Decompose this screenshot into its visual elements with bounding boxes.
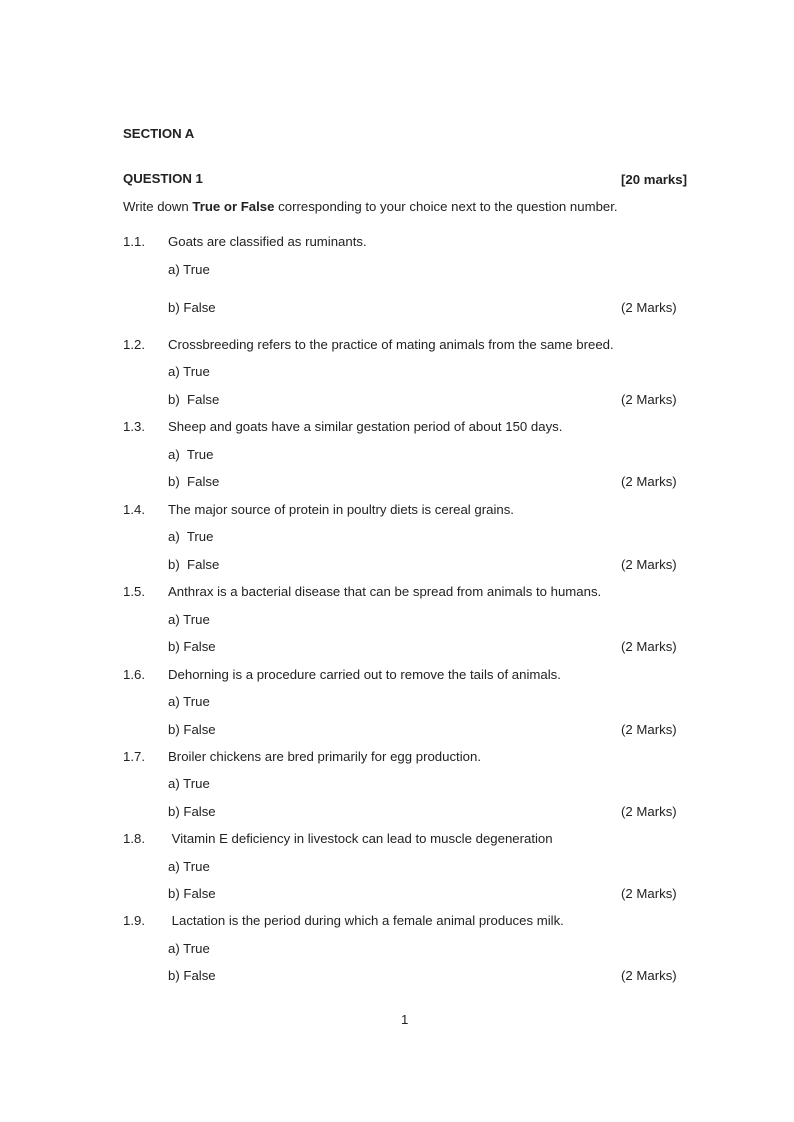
option-a: a) True [168, 364, 210, 379]
question-text: Anthrax is a bacterial disease that can be spread from animals to humans. [168, 584, 602, 599]
option-a: a) True [168, 694, 210, 709]
question-marks-label: (2 Marks) [621, 392, 677, 407]
option-b: b) False [168, 886, 216, 901]
question-number: 1.4. [123, 502, 145, 517]
option-a: a) True [168, 447, 214, 462]
question-number: 1.1. [123, 234, 145, 249]
option-b: b) False [168, 722, 216, 737]
option-a: a) True [168, 859, 210, 874]
question-number: 1.5. [123, 584, 145, 599]
question-title: QUESTION 1 [123, 171, 203, 186]
question-number: 1.7. [123, 749, 145, 764]
option-a: a) True [168, 262, 210, 277]
instruction-bold: True or False [192, 199, 275, 214]
question-text: Broiler chickens are bred primarily for egg production. [168, 749, 481, 764]
question-number: 1.8. [123, 831, 145, 846]
question-marks-label: (2 Marks) [621, 968, 677, 983]
option-b: b) False [168, 474, 220, 489]
question-marks-label: (2 Marks) [621, 557, 677, 572]
instruction-pre: Write down [123, 199, 193, 214]
section-title: SECTION A [123, 126, 195, 141]
question-marks-label: (2 Marks) [621, 639, 677, 654]
question-marks-label: (2 Marks) [621, 300, 677, 315]
page-number: 1 [401, 1012, 409, 1027]
question-number: 1.2. [123, 337, 145, 352]
question-text: Goats are classified as ruminants. [168, 234, 367, 249]
option-a: a) True [168, 776, 210, 791]
option-b: b) False [168, 557, 220, 572]
question-text: Sheep and goats have a similar gestation period of about 150 days. [168, 419, 563, 434]
question-marks-label: (2 Marks) [621, 886, 677, 901]
question-text: Vitamin E deficiency in livestock can lead to muscle degeneration [168, 831, 553, 846]
question-marks-label: (2 Marks) [621, 722, 677, 737]
question-marks: [20 marks] [621, 172, 687, 187]
question-text: Dehorning is a procedure carried out to remove the tails of animals. [168, 667, 561, 682]
option-b: b) False [168, 639, 216, 654]
question-number: 1.6. [123, 667, 145, 682]
option-b: b) False [168, 300, 216, 315]
question-text: Lactation is the period during which a female animal produces milk. [168, 913, 564, 928]
instruction-post: corresponding to your choice next to the question number. [274, 199, 618, 214]
option-a: a) True [168, 612, 210, 627]
question-text: The major source of protein in poultry diets is cereal grains. [168, 502, 514, 517]
option-a: a) True [168, 529, 214, 544]
question-marks-label: (2 Marks) [621, 474, 677, 489]
option-b: b) False [168, 804, 216, 819]
question-text: Crossbreeding refers to the practice of mating animals from the same breed. [168, 337, 614, 352]
question-number: 1.9. [123, 913, 145, 928]
option-b: b) False [168, 968, 216, 983]
question-number: 1.3. [123, 419, 145, 434]
option-b: b) False [168, 392, 220, 407]
question-marks-label: (2 Marks) [621, 804, 677, 819]
instruction [123, 199, 618, 215]
option-a: a) True [168, 941, 210, 956]
